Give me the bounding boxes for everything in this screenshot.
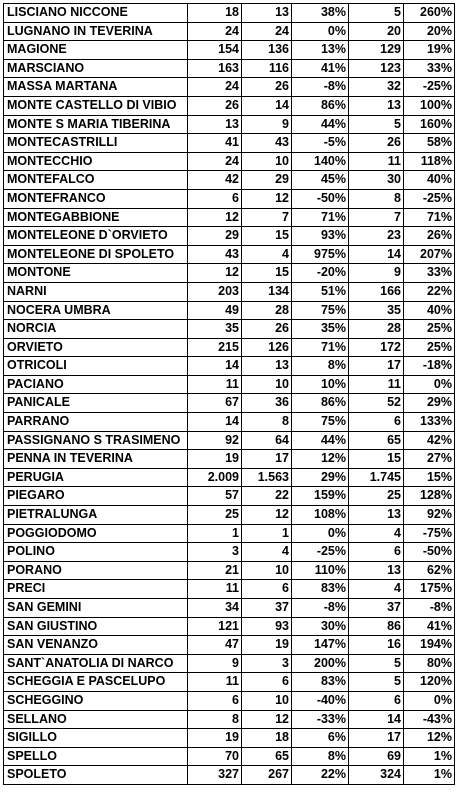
table-row <box>4 375 455 394</box>
value-3-cell: 6 <box>349 413 404 432</box>
percent-1-cell: 0% <box>292 22 349 41</box>
percent-2-cell: 1% <box>404 747 455 766</box>
percent-1-cell: -25% <box>292 543 349 562</box>
comune-name-cell: NARNI <box>4 282 188 301</box>
percent-1-cell: 45% <box>292 171 349 190</box>
table-row <box>4 41 455 60</box>
table-row <box>4 468 455 487</box>
comune-name-cell: PIETRALUNGA <box>4 506 188 525</box>
percent-1-cell: 12% <box>292 450 349 469</box>
table-row <box>4 654 455 673</box>
value-3-cell: 20 <box>349 22 404 41</box>
comune-name-cell: MONTEFRANCO <box>4 189 188 208</box>
percent-2-cell: 29% <box>404 394 455 413</box>
value-1-cell: 43 <box>188 245 242 264</box>
percent-2-cell: 260% <box>404 4 455 23</box>
value-3-cell: 1.745 <box>349 468 404 487</box>
percent-1-cell: 0% <box>292 524 349 543</box>
value-2-cell: 15 <box>242 264 292 283</box>
table-row <box>4 617 455 636</box>
percent-2-cell: 33% <box>404 59 455 78</box>
comune-name-cell: SAN GIUSTINO <box>4 617 188 636</box>
table-row <box>4 320 455 339</box>
value-1-cell: 24 <box>188 78 242 97</box>
value-2-cell: 17 <box>242 450 292 469</box>
value-3-cell: 8 <box>349 189 404 208</box>
value-1-cell: 21 <box>188 561 242 580</box>
value-1-cell: 9 <box>188 654 242 673</box>
value-3-cell: 86 <box>349 617 404 636</box>
percent-1-cell: 83% <box>292 673 349 692</box>
table-row <box>4 543 455 562</box>
table-row <box>4 506 455 525</box>
percent-2-cell: 160% <box>404 115 455 134</box>
value-1-cell: 92 <box>188 431 242 450</box>
table-row <box>4 487 455 506</box>
value-2-cell: 18 <box>242 729 292 748</box>
percent-2-cell: -18% <box>404 357 455 376</box>
value-3-cell: 37 <box>349 599 404 618</box>
value-1-cell: 163 <box>188 59 242 78</box>
percent-2-cell: -8% <box>404 599 455 618</box>
comune-name-cell: MONTE S MARIA TIBERINA <box>4 115 188 134</box>
value-2-cell: 19 <box>242 636 292 655</box>
percent-2-cell: 194% <box>404 636 455 655</box>
value-3-cell: 17 <box>349 729 404 748</box>
comune-name-cell: MONTELEONE DI SPOLETO <box>4 245 188 264</box>
value-1-cell: 11 <box>188 673 242 692</box>
percent-1-cell: 51% <box>292 282 349 301</box>
value-2-cell: 267 <box>242 766 292 785</box>
percent-2-cell: 19% <box>404 41 455 60</box>
table-row <box>4 338 455 357</box>
table-row <box>4 115 455 134</box>
percent-2-cell: 1% <box>404 766 455 785</box>
percent-1-cell: -33% <box>292 710 349 729</box>
percent-1-cell: 71% <box>292 208 349 227</box>
value-2-cell: 29 <box>242 171 292 190</box>
value-1-cell: 154 <box>188 41 242 60</box>
percent-2-cell: -75% <box>404 524 455 543</box>
value-2-cell: 10 <box>242 375 292 394</box>
table-row <box>4 208 455 227</box>
table-row <box>4 357 455 376</box>
table-row <box>4 710 455 729</box>
value-1-cell: 8 <box>188 710 242 729</box>
value-3-cell: 14 <box>349 245 404 264</box>
comune-name-cell: SAN VENANZO <box>4 636 188 655</box>
value-2-cell: 43 <box>242 134 292 153</box>
value-3-cell: 4 <box>349 580 404 599</box>
table-row <box>4 729 455 748</box>
value-3-cell: 23 <box>349 227 404 246</box>
value-3-cell: 9 <box>349 264 404 283</box>
percent-2-cell: 118% <box>404 152 455 171</box>
percent-2-cell: 15% <box>404 468 455 487</box>
value-2-cell: 93 <box>242 617 292 636</box>
value-2-cell: 14 <box>242 96 292 115</box>
table-row <box>4 747 455 766</box>
percent-2-cell: 0% <box>404 375 455 394</box>
value-3-cell: 26 <box>349 134 404 153</box>
comune-name-cell: SAN GEMINI <box>4 599 188 618</box>
percent-1-cell: 140% <box>292 152 349 171</box>
value-1-cell: 24 <box>188 152 242 171</box>
percent-1-cell: 86% <box>292 394 349 413</box>
percent-1-cell: -8% <box>292 78 349 97</box>
value-3-cell: 5 <box>349 673 404 692</box>
value-2-cell: 15 <box>242 227 292 246</box>
percent-2-cell: 25% <box>404 338 455 357</box>
comune-name-cell: SCHEGGINO <box>4 691 188 710</box>
table-row <box>4 580 455 599</box>
comune-name-cell: OTRICOLI <box>4 357 188 376</box>
value-3-cell: 35 <box>349 301 404 320</box>
value-2-cell: 4 <box>242 543 292 562</box>
value-1-cell: 6 <box>188 691 242 710</box>
value-3-cell: 13 <box>349 96 404 115</box>
value-3-cell: 17 <box>349 357 404 376</box>
value-3-cell: 172 <box>349 338 404 357</box>
value-2-cell: 10 <box>242 152 292 171</box>
value-3-cell: 52 <box>349 394 404 413</box>
table-row <box>4 431 455 450</box>
value-1-cell: 11 <box>188 580 242 599</box>
value-1-cell: 19 <box>188 450 242 469</box>
value-2-cell: 65 <box>242 747 292 766</box>
comune-name-cell: MARSCIANO <box>4 59 188 78</box>
value-2-cell: 26 <box>242 78 292 97</box>
percent-1-cell: 110% <box>292 561 349 580</box>
comune-name-cell: SELLANO <box>4 710 188 729</box>
value-2-cell: 9 <box>242 115 292 134</box>
value-1-cell: 19 <box>188 729 242 748</box>
value-3-cell: 6 <box>349 543 404 562</box>
percent-2-cell: -43% <box>404 710 455 729</box>
percent-1-cell: 30% <box>292 617 349 636</box>
percent-2-cell: 100% <box>404 96 455 115</box>
value-1-cell: 13 <box>188 115 242 134</box>
value-2-cell: 10 <box>242 691 292 710</box>
value-3-cell: 324 <box>349 766 404 785</box>
percent-1-cell: -20% <box>292 264 349 283</box>
value-2-cell: 134 <box>242 282 292 301</box>
comune-name-cell: MONTEGABBIONE <box>4 208 188 227</box>
value-1-cell: 26 <box>188 96 242 115</box>
value-2-cell: 8 <box>242 413 292 432</box>
comune-name-cell: PENNA IN TEVERINA <box>4 450 188 469</box>
table-row <box>4 691 455 710</box>
percent-1-cell: 44% <box>292 431 349 450</box>
percent-1-cell: 93% <box>292 227 349 246</box>
value-2-cell: 13 <box>242 357 292 376</box>
comune-name-cell: LUGNANO IN TEVERINA <box>4 22 188 41</box>
percent-1-cell: 41% <box>292 59 349 78</box>
value-2-cell: 22 <box>242 487 292 506</box>
comune-name-cell: POGGIODOMO <box>4 524 188 543</box>
value-1-cell: 14 <box>188 413 242 432</box>
percent-1-cell: -50% <box>292 189 349 208</box>
value-3-cell: 25 <box>349 487 404 506</box>
percent-1-cell: 108% <box>292 506 349 525</box>
percent-1-cell: 44% <box>292 115 349 134</box>
percent-1-cell: -40% <box>292 691 349 710</box>
value-3-cell: 16 <box>349 636 404 655</box>
table-row <box>4 227 455 246</box>
value-2-cell: 10 <box>242 561 292 580</box>
comune-name-cell: MONTONE <box>4 264 188 283</box>
percent-2-cell: 27% <box>404 450 455 469</box>
table-row <box>4 673 455 692</box>
table-body <box>4 4 455 785</box>
value-3-cell: 28 <box>349 320 404 339</box>
percent-1-cell: 159% <box>292 487 349 506</box>
percent-2-cell: 33% <box>404 264 455 283</box>
value-3-cell: 5 <box>349 115 404 134</box>
percent-1-cell: 10% <box>292 375 349 394</box>
percent-1-cell: -5% <box>292 134 349 153</box>
table-row <box>4 78 455 97</box>
value-2-cell: 6 <box>242 580 292 599</box>
value-1-cell: 35 <box>188 320 242 339</box>
value-1-cell: 67 <box>188 394 242 413</box>
percent-1-cell: 75% <box>292 413 349 432</box>
percent-2-cell: 12% <box>404 729 455 748</box>
comune-name-cell: PRECI <box>4 580 188 599</box>
value-3-cell: 123 <box>349 59 404 78</box>
percent-2-cell: 0% <box>404 691 455 710</box>
comune-name-cell: MASSA MARTANA <box>4 78 188 97</box>
value-1-cell: 203 <box>188 282 242 301</box>
value-2-cell: 12 <box>242 710 292 729</box>
comune-name-cell: PERUGIA <box>4 468 188 487</box>
percent-1-cell: 147% <box>292 636 349 655</box>
percent-2-cell: 20% <box>404 22 455 41</box>
table-row <box>4 59 455 78</box>
percent-2-cell: 42% <box>404 431 455 450</box>
percent-1-cell: 975% <box>292 245 349 264</box>
table-row <box>4 636 455 655</box>
percent-2-cell: 133% <box>404 413 455 432</box>
value-1-cell: 215 <box>188 338 242 357</box>
percent-2-cell: 207% <box>404 245 455 264</box>
percent-1-cell: 13% <box>292 41 349 60</box>
value-3-cell: 4 <box>349 524 404 543</box>
percent-1-cell: 83% <box>292 580 349 599</box>
value-1-cell: 57 <box>188 487 242 506</box>
value-2-cell: 13 <box>242 4 292 23</box>
percent-2-cell: 62% <box>404 561 455 580</box>
value-2-cell: 64 <box>242 431 292 450</box>
value-3-cell: 15 <box>349 450 404 469</box>
value-1-cell: 42 <box>188 171 242 190</box>
value-1-cell: 70 <box>188 747 242 766</box>
percent-1-cell: 35% <box>292 320 349 339</box>
percent-2-cell: 128% <box>404 487 455 506</box>
percent-2-cell: 40% <box>404 171 455 190</box>
value-2-cell: 4 <box>242 245 292 264</box>
comune-name-cell: POLINO <box>4 543 188 562</box>
value-2-cell: 1.563 <box>242 468 292 487</box>
percent-1-cell: 6% <box>292 729 349 748</box>
table-row <box>4 189 455 208</box>
comune-name-cell: PASSIGNANO S TRASIMENO <box>4 431 188 450</box>
value-2-cell: 116 <box>242 59 292 78</box>
value-1-cell: 2.009 <box>188 468 242 487</box>
percent-2-cell: 25% <box>404 320 455 339</box>
comune-name-cell: MONTELEONE D`ORVIETO <box>4 227 188 246</box>
value-2-cell: 24 <box>242 22 292 41</box>
value-2-cell: 6 <box>242 673 292 692</box>
value-1-cell: 121 <box>188 617 242 636</box>
table-row <box>4 413 455 432</box>
table-row <box>4 301 455 320</box>
value-3-cell: 7 <box>349 208 404 227</box>
value-1-cell: 29 <box>188 227 242 246</box>
value-2-cell: 28 <box>242 301 292 320</box>
comune-name-cell: SANT`ANATOLIA DI NARCO <box>4 654 188 673</box>
value-3-cell: 5 <box>349 654 404 673</box>
value-3-cell: 11 <box>349 152 404 171</box>
comune-name-cell: NORCIA <box>4 320 188 339</box>
value-1-cell: 41 <box>188 134 242 153</box>
percent-2-cell: 120% <box>404 673 455 692</box>
comune-name-cell: PIEGARO <box>4 487 188 506</box>
percent-1-cell: 200% <box>292 654 349 673</box>
value-1-cell: 34 <box>188 599 242 618</box>
percent-2-cell: 40% <box>404 301 455 320</box>
value-1-cell: 47 <box>188 636 242 655</box>
value-1-cell: 3 <box>188 543 242 562</box>
table-row <box>4 561 455 580</box>
table-row <box>4 152 455 171</box>
table-row <box>4 282 455 301</box>
value-3-cell: 32 <box>349 78 404 97</box>
percent-1-cell: 8% <box>292 747 349 766</box>
value-1-cell: 12 <box>188 264 242 283</box>
data-table <box>3 3 455 785</box>
value-3-cell: 166 <box>349 282 404 301</box>
percent-2-cell: 71% <box>404 208 455 227</box>
table-row <box>4 524 455 543</box>
table-row <box>4 96 455 115</box>
value-1-cell: 1 <box>188 524 242 543</box>
comune-name-cell: PORANO <box>4 561 188 580</box>
value-2-cell: 3 <box>242 654 292 673</box>
table-row <box>4 450 455 469</box>
value-3-cell: 5 <box>349 4 404 23</box>
value-2-cell: 26 <box>242 320 292 339</box>
percent-1-cell: 71% <box>292 338 349 357</box>
value-2-cell: 12 <box>242 189 292 208</box>
percent-2-cell: 22% <box>404 282 455 301</box>
value-3-cell: 129 <box>349 41 404 60</box>
table-row <box>4 264 455 283</box>
value-2-cell: 37 <box>242 599 292 618</box>
value-2-cell: 12 <box>242 506 292 525</box>
value-1-cell: 6 <box>188 189 242 208</box>
comune-name-cell: SPOLETO <box>4 766 188 785</box>
value-3-cell: 6 <box>349 691 404 710</box>
percent-1-cell: 8% <box>292 357 349 376</box>
percent-2-cell: -50% <box>404 543 455 562</box>
table-row <box>4 599 455 618</box>
percent-2-cell: 58% <box>404 134 455 153</box>
comune-name-cell: PARRANO <box>4 413 188 432</box>
percent-1-cell: 86% <box>292 96 349 115</box>
value-1-cell: 11 <box>188 375 242 394</box>
comune-name-cell: SPELLO <box>4 747 188 766</box>
percent-1-cell: 29% <box>292 468 349 487</box>
comune-name-cell: SIGILLO <box>4 729 188 748</box>
percent-2-cell: -25% <box>404 78 455 97</box>
value-1-cell: 12 <box>188 208 242 227</box>
value-1-cell: 25 <box>188 506 242 525</box>
percent-1-cell: -8% <box>292 599 349 618</box>
value-3-cell: 69 <box>349 747 404 766</box>
value-3-cell: 13 <box>349 561 404 580</box>
comune-name-cell: SCHEGGIA E PASCELUPO <box>4 673 188 692</box>
value-1-cell: 18 <box>188 4 242 23</box>
percent-1-cell: 75% <box>292 301 349 320</box>
comune-name-cell: PANICALE <box>4 394 188 413</box>
percent-2-cell: 41% <box>404 617 455 636</box>
value-3-cell: 65 <box>349 431 404 450</box>
value-1-cell: 49 <box>188 301 242 320</box>
percent-2-cell: 80% <box>404 654 455 673</box>
table-row <box>4 22 455 41</box>
table-row <box>4 134 455 153</box>
table-row <box>4 245 455 264</box>
comune-name-cell: MAGIONE <box>4 41 188 60</box>
comune-name-cell: ORVIETO <box>4 338 188 357</box>
percent-2-cell: 26% <box>404 227 455 246</box>
comune-name-cell: LISCIANO NICCONE <box>4 4 188 23</box>
table-row <box>4 394 455 413</box>
percent-2-cell: -25% <box>404 189 455 208</box>
comune-name-cell: MONTECASTRILLI <box>4 134 188 153</box>
value-3-cell: 14 <box>349 710 404 729</box>
value-1-cell: 327 <box>188 766 242 785</box>
value-2-cell: 7 <box>242 208 292 227</box>
table-row <box>4 171 455 190</box>
percent-2-cell: 175% <box>404 580 455 599</box>
percent-2-cell: 92% <box>404 506 455 525</box>
value-3-cell: 11 <box>349 375 404 394</box>
comune-name-cell: NOCERA UMBRA <box>4 301 188 320</box>
comune-name-cell: MONTECCHIO <box>4 152 188 171</box>
value-3-cell: 30 <box>349 171 404 190</box>
value-2-cell: 1 <box>242 524 292 543</box>
percent-1-cell: 38% <box>292 4 349 23</box>
table-row <box>4 766 455 785</box>
table-row <box>4 4 455 23</box>
comune-name-cell: MONTEFALCO <box>4 171 188 190</box>
value-1-cell: 14 <box>188 357 242 376</box>
comune-name-cell: PACIANO <box>4 375 188 394</box>
value-1-cell: 24 <box>188 22 242 41</box>
value-2-cell: 36 <box>242 394 292 413</box>
value-2-cell: 136 <box>242 41 292 60</box>
value-2-cell: 126 <box>242 338 292 357</box>
comune-name-cell: MONTE CASTELLO DI VIBIO <box>4 96 188 115</box>
value-3-cell: 13 <box>349 506 404 525</box>
percent-1-cell: 22% <box>292 766 349 785</box>
